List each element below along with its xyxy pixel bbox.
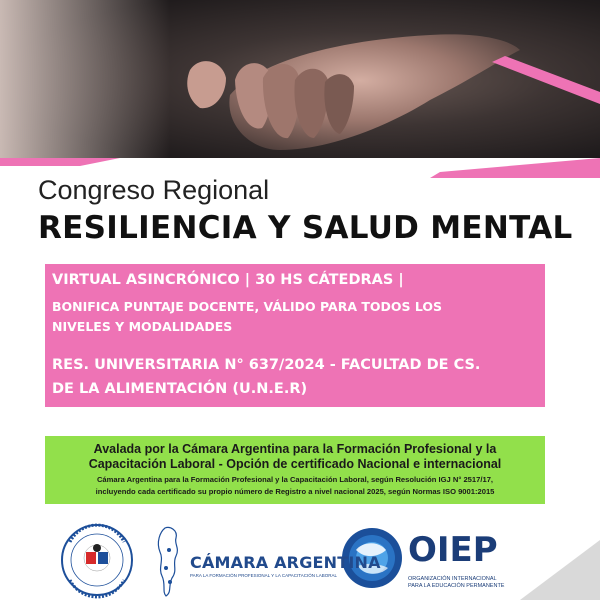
title-congreso: Congreso Regional [38,175,270,205]
argentina-map-icon [158,527,177,596]
endorsement-line: Capacitación Laboral - Opción de certificado Nacional e internacional [88,457,502,471]
camara-logo-subtitle: PARA LA FORMACIÓN PROFESIONAL Y LA CAPACITACIÓN LABORAL [190,573,337,578]
resolution-line: RES. UNIVERSITARIA N° 637/2024 - FACULTAD DE CS. [52,357,481,373]
endorsement-box-green [45,436,545,504]
title-main: RESILIENCIA Y SALUD MENTAL [38,210,573,246]
camara-logo-title: CÁMARA ARGENTINA [190,553,381,572]
centro-regional-logo-icon [62,525,132,597]
pink-side-stripe [0,0,600,175]
resolution-line: DE LA ALIMENTACIÓN (U.N.E.R) [52,381,308,397]
oiep-logo-subtitle: ORGANIZACIÓN INTERNACIONAL [408,576,497,582]
info-line: NIVELES Y MODALIDADES [52,319,233,334]
oiep-logo-title: OIEP [408,530,498,570]
info-line: BONIFICA PUNTAJE DOCENTE, VÁLIDO PARA TODOS LOS [52,299,443,314]
endorsement-line: Avalada por la Cámara Argentina para la Formación Profesional y la [93,442,497,456]
info-box-pink [45,264,545,407]
info-line: VIRTUAL ASINCRÓNICO | 30 HS CÁTEDRAS | [52,272,404,288]
oiep-logo-subtitle: PARA LA EDUCACIÓN PERMANENTE [408,583,505,589]
endorsement-detail: incluyendo cada certificado su propio número de Registro a nivel nacional 2025, según Normas ISO 9001:2015 [95,487,495,496]
endorsement-detail: Cámara Argentina para la Formación Profesional y la Capacitación Laboral, según Resolución IGJ N° 2517/17, [96,475,494,484]
